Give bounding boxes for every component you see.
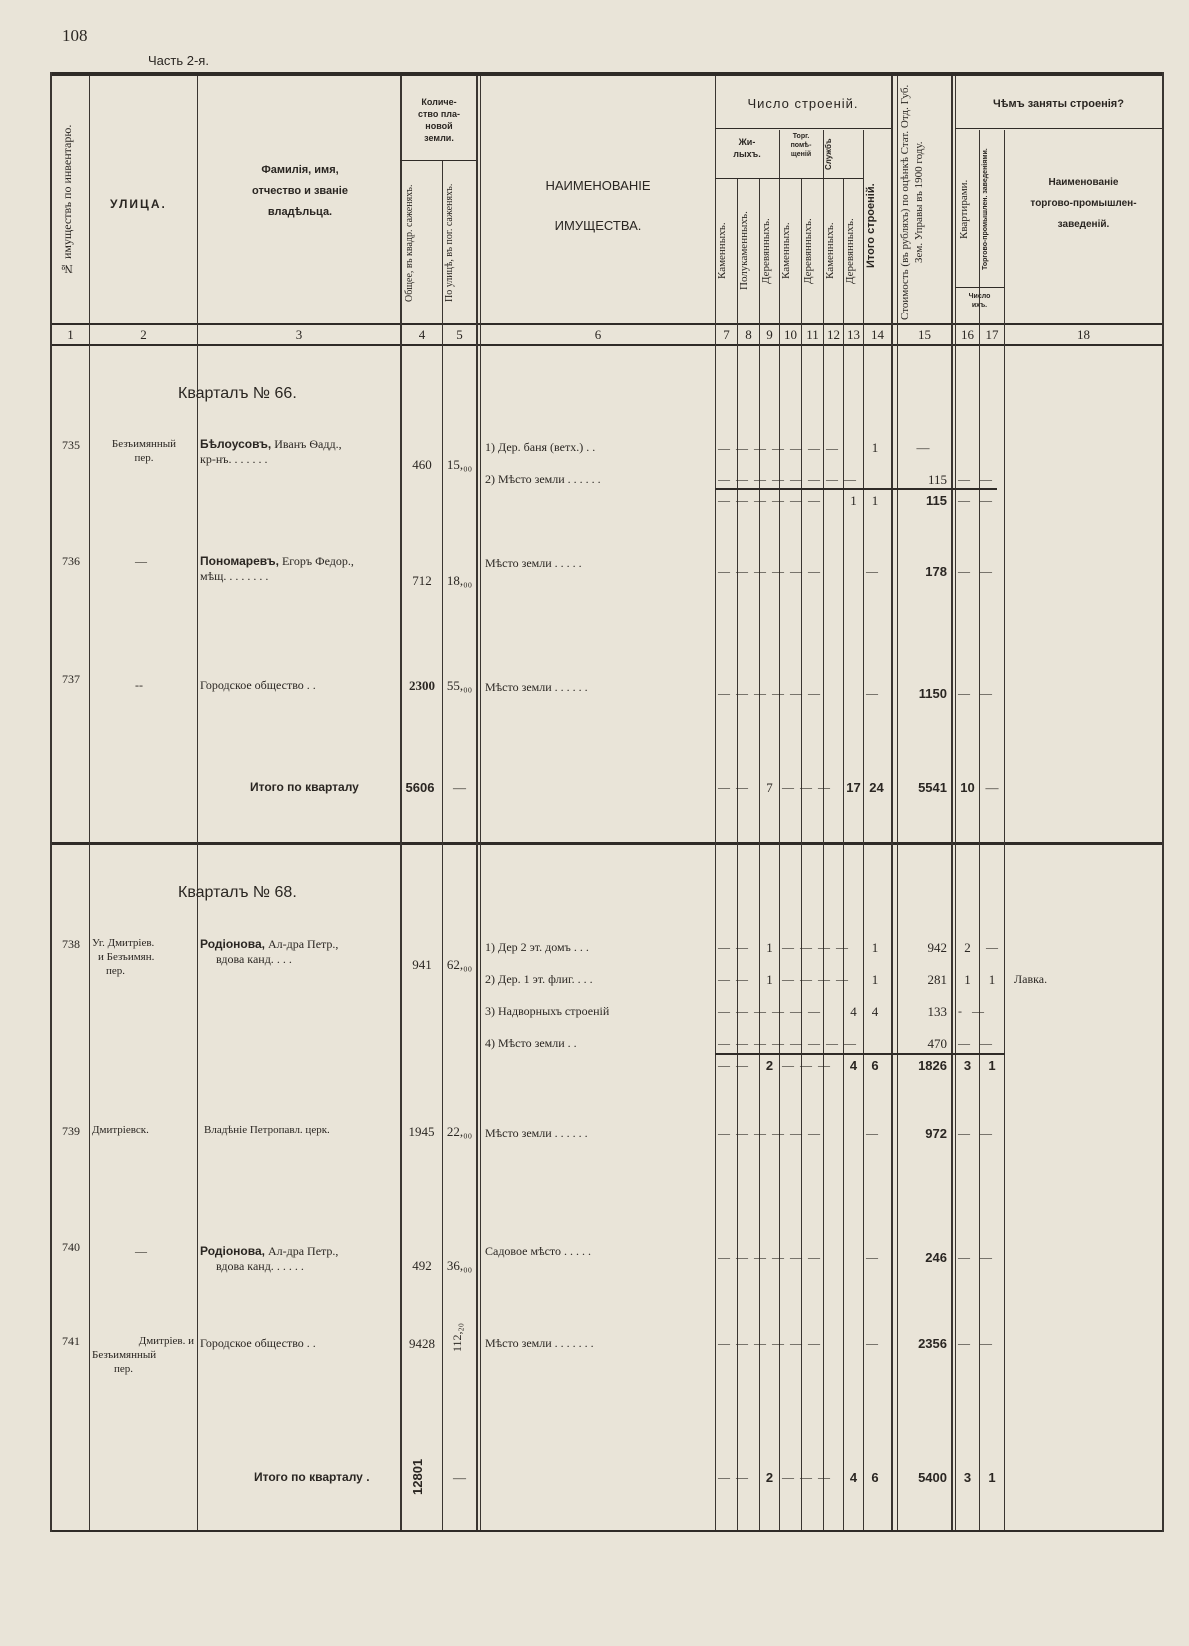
header-col12: Каменныхъ. — [824, 222, 836, 280]
col16-cell: 2 — [964, 940, 971, 955]
dash-row: —— — [958, 1036, 1002, 1050]
property-item: 3) Надворныхъ строеній — [485, 1004, 610, 1018]
total-col13: 4 — [849, 1470, 858, 1485]
subtotal-value: 1826 — [918, 1058, 947, 1073]
header-col45 — [402, 96, 476, 144]
property-item: 4) Мѣсто земли . . — [485, 1036, 577, 1050]
col-line — [843, 178, 844, 1530]
dash: — — [986, 940, 998, 954]
dash-row: ———————— — [718, 1036, 862, 1050]
value-cell: 246 — [925, 1250, 947, 1265]
owner-surname: Пономаревъ, — [200, 554, 279, 568]
owner-rank: кр-нъ. — [200, 452, 232, 466]
col-line — [442, 160, 443, 1530]
total-value: 5400 — [918, 1470, 947, 1485]
property-item: Мѣсто земли . . . . . . — [485, 1126, 588, 1140]
row-number: 737 — [62, 672, 80, 686]
header-col18-line: торгово-промышлен- — [1030, 198, 1137, 209]
property-item: 1) Дер. баня (ветх.) . . — [485, 440, 596, 454]
total-col9: 7 — [766, 780, 773, 795]
street-line: Безъимянный — [92, 1349, 157, 1361]
subtotal-col14: 1 — [871, 493, 879, 508]
front-cell: 22,₀₀ — [446, 1124, 473, 1139]
column-number: 17 — [985, 327, 999, 342]
dash-row: ——— — [782, 1058, 836, 1072]
col-line — [476, 76, 478, 1530]
col14-cell: 1 — [871, 972, 879, 987]
area-cell: 460 — [412, 457, 432, 472]
owner-cell: Бѣлоусовъ, Иванъ Ѳадд., кр-нъ. . . . . . . — [200, 437, 342, 466]
front-cell: 55,₀₀ — [446, 678, 473, 693]
front-cell: 18,₀₀ — [446, 573, 473, 588]
dash-row: —— — [958, 1126, 1002, 1140]
street-line: пер. — [106, 965, 126, 977]
header-count-of — [955, 292, 1004, 310]
column-number: 6 — [594, 327, 602, 342]
dash-row: —— — [958, 564, 1002, 578]
subtotal-value: 115 — [926, 493, 947, 508]
value-cell: 133 — [927, 1004, 947, 1019]
subtotal-col16: 3 — [963, 1058, 972, 1073]
owner-rank: вдова канд. — [216, 952, 274, 966]
column-number: 10 — [784, 327, 797, 342]
total-area: 5606 — [405, 780, 435, 795]
subtotal-col17: 1 — [988, 1058, 996, 1073]
total-col14: 6 — [871, 1470, 879, 1485]
part-label: Часть 2-я. — [148, 53, 209, 68]
street-cell: — — [135, 1244, 147, 1258]
header-living — [715, 136, 779, 160]
property-item-text: 1) Дер 2 эт. домъ — [485, 940, 571, 954]
value-cell: 942 — [927, 940, 947, 955]
header-trade-line: щеній — [790, 151, 812, 158]
column-number: 5 — [456, 327, 463, 342]
street-line: Дмитріев. и — [138, 1335, 194, 1347]
header-trade-line: Торг. — [792, 133, 810, 140]
col-line — [801, 178, 802, 1530]
value-cell: 2356 — [918, 1336, 947, 1351]
header-col1: № имуществъ по инвентарю. — [60, 124, 74, 276]
header-col15: Стоимость (въ рубляхъ) по оцѣнкѣ Стат. Отд. Губ. Зем. Управы въ 1900 году. — [899, 84, 925, 320]
col14-cell: 1 — [871, 440, 879, 455]
quarter-title: Кварталъ № 66. — [178, 385, 297, 402]
total-col16: 3 — [963, 1470, 972, 1485]
value-cell: — — [916, 440, 930, 455]
header-col8: Полукаменныхъ. — [738, 211, 750, 291]
column-number: 16 — [961, 327, 974, 342]
dash-row: —————— — [718, 493, 826, 507]
col-line — [197, 76, 198, 1530]
value-cell: 281 — [927, 972, 947, 987]
property-item: Садовое мѣсто . . . . . — [485, 1244, 592, 1258]
header-col6 — [482, 166, 714, 246]
header-col13: Деревянныхъ. — [844, 218, 856, 284]
subtotal-col9: 2 — [765, 1058, 774, 1073]
column-number: 4 — [418, 327, 426, 342]
row-number: 741 — [62, 1334, 80, 1348]
col-line — [891, 76, 893, 1530]
dash: — — [866, 1336, 878, 1350]
owner-name: Иванъ Ѳадд., — [274, 437, 342, 451]
area-cell: 9428 — [409, 1336, 435, 1351]
subtotal-col14: 6 — [871, 1058, 879, 1073]
dash-row: ——————— — [718, 441, 844, 455]
row-number: 739 — [62, 1124, 80, 1138]
header-line — [400, 160, 476, 161]
col-line — [50, 72, 52, 1532]
dash-row: ——— — [782, 1470, 836, 1484]
col-line — [89, 76, 90, 1530]
row-number: 738 — [62, 937, 80, 951]
column-number: 13 — [847, 327, 860, 342]
property-item: 2) Дер. 1 эт. флиг. . . . — [485, 972, 593, 986]
front-cell: 62,₀₀ — [446, 957, 473, 972]
header-col5: По улицѣ, въ пог. саженяхъ. — [444, 183, 455, 303]
owner-cell: Городское общество . . — [200, 1336, 316, 1350]
dash-row: —— — [718, 940, 754, 954]
property-item-text: Садовое мѣсто — [485, 1244, 562, 1258]
owner-cell: Пономаревъ, Егоръ Федор., мѣщ. . . . . . . . — [200, 554, 354, 583]
dash-row: ———————— — [718, 472, 862, 486]
street-cell: -- — [135, 678, 143, 692]
street-line: Безъимянный — [111, 438, 177, 450]
dash: — — [866, 686, 878, 700]
column-number: 18 — [1077, 327, 1090, 342]
row-number: 740 — [62, 1240, 80, 1254]
column-numbers-border — [50, 344, 1164, 346]
dash-row: —— — [958, 472, 1002, 486]
owner-cell: Родіонова, Ал-дра Петр., вдова канд. . . . . . — [200, 1244, 339, 1273]
col9-cell: 1 — [766, 972, 773, 987]
col-line — [1162, 72, 1164, 1532]
owner-name: Городское общество — [200, 1336, 304, 1350]
header-line — [955, 287, 1004, 288]
table-top-border — [50, 72, 1164, 76]
total-front: — — [453, 780, 466, 795]
header-trade-line: помѣ- — [790, 142, 812, 149]
header-col14: Итого строеній. — [865, 183, 877, 269]
dash: — — [866, 1126, 878, 1140]
header-col3 — [200, 160, 400, 223]
header-living-line: Жи- — [738, 137, 756, 147]
value-cell: 1150 — [918, 686, 947, 701]
dash-row: -— — [958, 1004, 994, 1018]
establishment-name: Лавка. — [1014, 972, 1048, 986]
header-line — [955, 128, 1162, 129]
owner-cell: Городское общество . . — [200, 678, 316, 692]
dash-row: —— — [718, 972, 754, 986]
col-line — [951, 76, 953, 1530]
total-value: 5541 — [918, 780, 947, 795]
dash-row: —— — [718, 780, 754, 794]
street-cell — [92, 437, 196, 465]
column-number: 3 — [295, 327, 303, 342]
total-label: Итого по кварталу — [250, 780, 359, 794]
owner-surname: Бѣлоусовъ, — [200, 437, 272, 451]
front-cell: 112,₂₀ — [450, 1323, 464, 1353]
street-cell: Дмитріевск. — [92, 1124, 149, 1136]
owner-cell: Родіонова, Ал-дра Петр., вдова канд. . . . — [200, 937, 339, 966]
column-number: 7 — [723, 327, 730, 342]
property-item: Мѣсто земли . . . . . — [485, 556, 582, 570]
street-line: Уг. Дмитріев. — [92, 937, 155, 949]
dash-row: —— — [718, 1470, 754, 1484]
street-cell: — — [135, 554, 147, 568]
property-item-text: 1) Дер. баня (ветх.) — [485, 440, 584, 454]
total-front: — — [453, 1470, 466, 1485]
header-col2: УЛИЦА. — [110, 197, 167, 211]
header-col3-line: владѣльца. — [267, 206, 333, 218]
value-cell: 178 — [925, 564, 947, 579]
area-cell: 1945 — [408, 1124, 435, 1139]
col13-cell: 4 — [850, 1004, 857, 1019]
total-label: Итого по кварталу . — [254, 1470, 370, 1484]
area-cell: 2300 — [409, 678, 435, 693]
col-line — [737, 178, 738, 1530]
total-col13: 17 — [846, 780, 861, 795]
owner-surname: Родіонова, — [200, 1244, 265, 1258]
total-col9: 2 — [765, 1470, 774, 1485]
front-cell: 36,₀₀ — [446, 1258, 473, 1273]
column-number: 11 — [806, 327, 819, 342]
total-area: 12801 — [410, 1458, 425, 1496]
header-col9: Деревянныхъ. — [760, 218, 772, 284]
col14-cell: 1 — [871, 940, 879, 955]
header-col10: Каменныхъ. — [780, 222, 792, 280]
value-cell: 115 — [927, 472, 947, 487]
column-number: 1 — [67, 327, 74, 342]
street-line: и Безъимян. — [98, 951, 155, 963]
dash-row: ——— — [782, 780, 836, 794]
column-number: 9 — [766, 327, 773, 342]
header-col11: Деревянныхъ. — [802, 218, 814, 284]
header-col18-line: заведеній. — [1057, 219, 1110, 230]
table-bottom-border — [50, 1530, 1164, 1532]
col16-cell: 1 — [964, 972, 971, 987]
header-col7: Каменныхъ. — [716, 222, 728, 280]
col14-cell: 4 — [871, 1004, 879, 1019]
total-col17: — — [985, 780, 999, 795]
dash-row: —— — [958, 493, 1002, 507]
header-services: Службъ — [824, 138, 833, 170]
col9-cell: 1 — [766, 940, 773, 955]
header-bottom-border — [50, 323, 1164, 325]
column-number: 8 — [745, 327, 752, 342]
subtotal-col13: 1 — [850, 493, 857, 508]
col-line — [480, 76, 481, 1530]
street-line: пер. — [114, 1363, 134, 1375]
property-item-text: 4) Мѣсто земли — [485, 1036, 565, 1050]
header-col4: Общее, въ квадр. саженяхъ. — [404, 184, 415, 302]
dash-row: ———— — [782, 940, 854, 954]
header-col3-line: Фамилія, имя, — [261, 164, 339, 176]
street-cell — [92, 936, 196, 978]
area-cell: 492 — [412, 1258, 432, 1273]
value-cell: 470 — [927, 1036, 947, 1051]
property-item-text: Мѣсто земли — [485, 1336, 552, 1350]
header-col18-line: Наименованіе — [1048, 177, 1119, 188]
row-number: 735 — [62, 438, 80, 452]
property-item: 2) Мѣсто земли . . . . . . — [485, 472, 601, 486]
dash-row: —— — [958, 1250, 1002, 1264]
header-line — [715, 128, 891, 129]
subtotal-col13: 4 — [849, 1058, 858, 1073]
header-col17: Торгово-промышлен. заведеніями. — [982, 148, 989, 270]
header-col45-line: Количе- — [421, 97, 457, 107]
dash-row: —— — [958, 686, 1002, 700]
column-number: 15 — [918, 327, 931, 342]
header-col18 — [1005, 172, 1162, 235]
dash-row: —————— — [718, 1004, 826, 1018]
area-cell: 941 — [412, 957, 432, 972]
header-occupied: Чѣмъ заняты строенія? — [993, 98, 1124, 110]
header-col45-line: новой — [425, 121, 453, 131]
header-col45-line: ство пла- — [418, 109, 460, 119]
value-cell: 972 — [925, 1126, 947, 1141]
total-col17: 1 — [988, 1470, 996, 1485]
column-number: 14 — [871, 327, 884, 342]
owner-rank: мѣщ. — [200, 569, 227, 583]
owner-name: Ал-дра Петр., — [267, 937, 339, 951]
property-item: 1) Дер 2 эт. домъ . . . — [485, 940, 589, 954]
col17-cell: 1 — [988, 972, 996, 987]
property-item-text: Мѣсто земли — [485, 556, 552, 570]
total-label-text: Итого по кварталу — [254, 1470, 363, 1484]
dash-row: —— — [958, 1336, 1002, 1350]
dash-row: —— — [718, 1058, 754, 1072]
quarter-title: Кварталъ № 68. — [178, 884, 297, 901]
dash-row: —————— — [718, 686, 826, 700]
owner-name: Ал-дра Петр., — [267, 1244, 339, 1258]
subtotal-line — [715, 488, 997, 490]
header-col6-line: НАИМЕНОВАНІЕ — [545, 178, 651, 193]
dash-row: ———— — [782, 972, 854, 986]
dash-row: —————— — [718, 1336, 826, 1350]
column-number: 2 — [140, 327, 147, 342]
header-living-line: лыхъ. — [733, 149, 761, 159]
page-number: 108 — [62, 26, 88, 45]
total-col16: 10 — [960, 780, 975, 795]
property-item-text: Мѣсто земли — [485, 680, 552, 694]
property-item-text: Мѣсто земли — [485, 1126, 552, 1140]
header-trade — [779, 132, 823, 159]
header-col3-line: отчество и званіе — [252, 185, 348, 197]
owner-name: Городское общество — [200, 678, 304, 692]
dash-row: —————— — [718, 1126, 826, 1140]
header-col45-line: земли. — [424, 133, 454, 143]
property-item: Мѣсто земли . . . . . . — [485, 680, 588, 694]
street-line: пер. — [134, 452, 154, 464]
property-item-text: 2) Мѣсто земли — [485, 472, 565, 486]
col-line — [759, 178, 760, 1530]
header-line — [715, 178, 863, 179]
header-count-of-line: Число — [968, 293, 991, 300]
subtotal-line — [715, 1053, 1005, 1055]
street-cell — [92, 1334, 196, 1376]
area-cell: 712 — [412, 573, 432, 588]
header-col6-line: ИМУЩЕСТВА. — [554, 218, 642, 233]
col-line — [400, 76, 402, 1530]
owner-cell: Владѣніе Петропавл. церк. — [204, 1124, 330, 1136]
owner-rank: вдова канд. — [216, 1259, 274, 1273]
row-number: 736 — [62, 554, 80, 568]
dash-row: —————— — [718, 564, 826, 578]
column-number: 12 — [827, 327, 840, 342]
property-item: Мѣсто земли . . . . . . . — [485, 1336, 594, 1350]
dash-row: —————— — [718, 1250, 826, 1264]
header-count-of-line: ихъ. — [971, 302, 988, 309]
owner-surname: Родіонова, — [200, 937, 265, 951]
property-item-text: 2) Дер. 1 эт. флиг. — [485, 972, 575, 986]
owner-name: Егоръ Федор., — [281, 554, 354, 568]
total-col14: 24 — [869, 780, 884, 795]
front-cell: 15,₀₀ — [446, 457, 473, 472]
dash: — — [866, 1250, 878, 1264]
quarter-divider — [50, 842, 1164, 845]
header-num-buildings: Число строеній. — [747, 96, 859, 111]
header-col16: Квартирами. — [958, 179, 970, 239]
dash: — — [866, 564, 878, 578]
